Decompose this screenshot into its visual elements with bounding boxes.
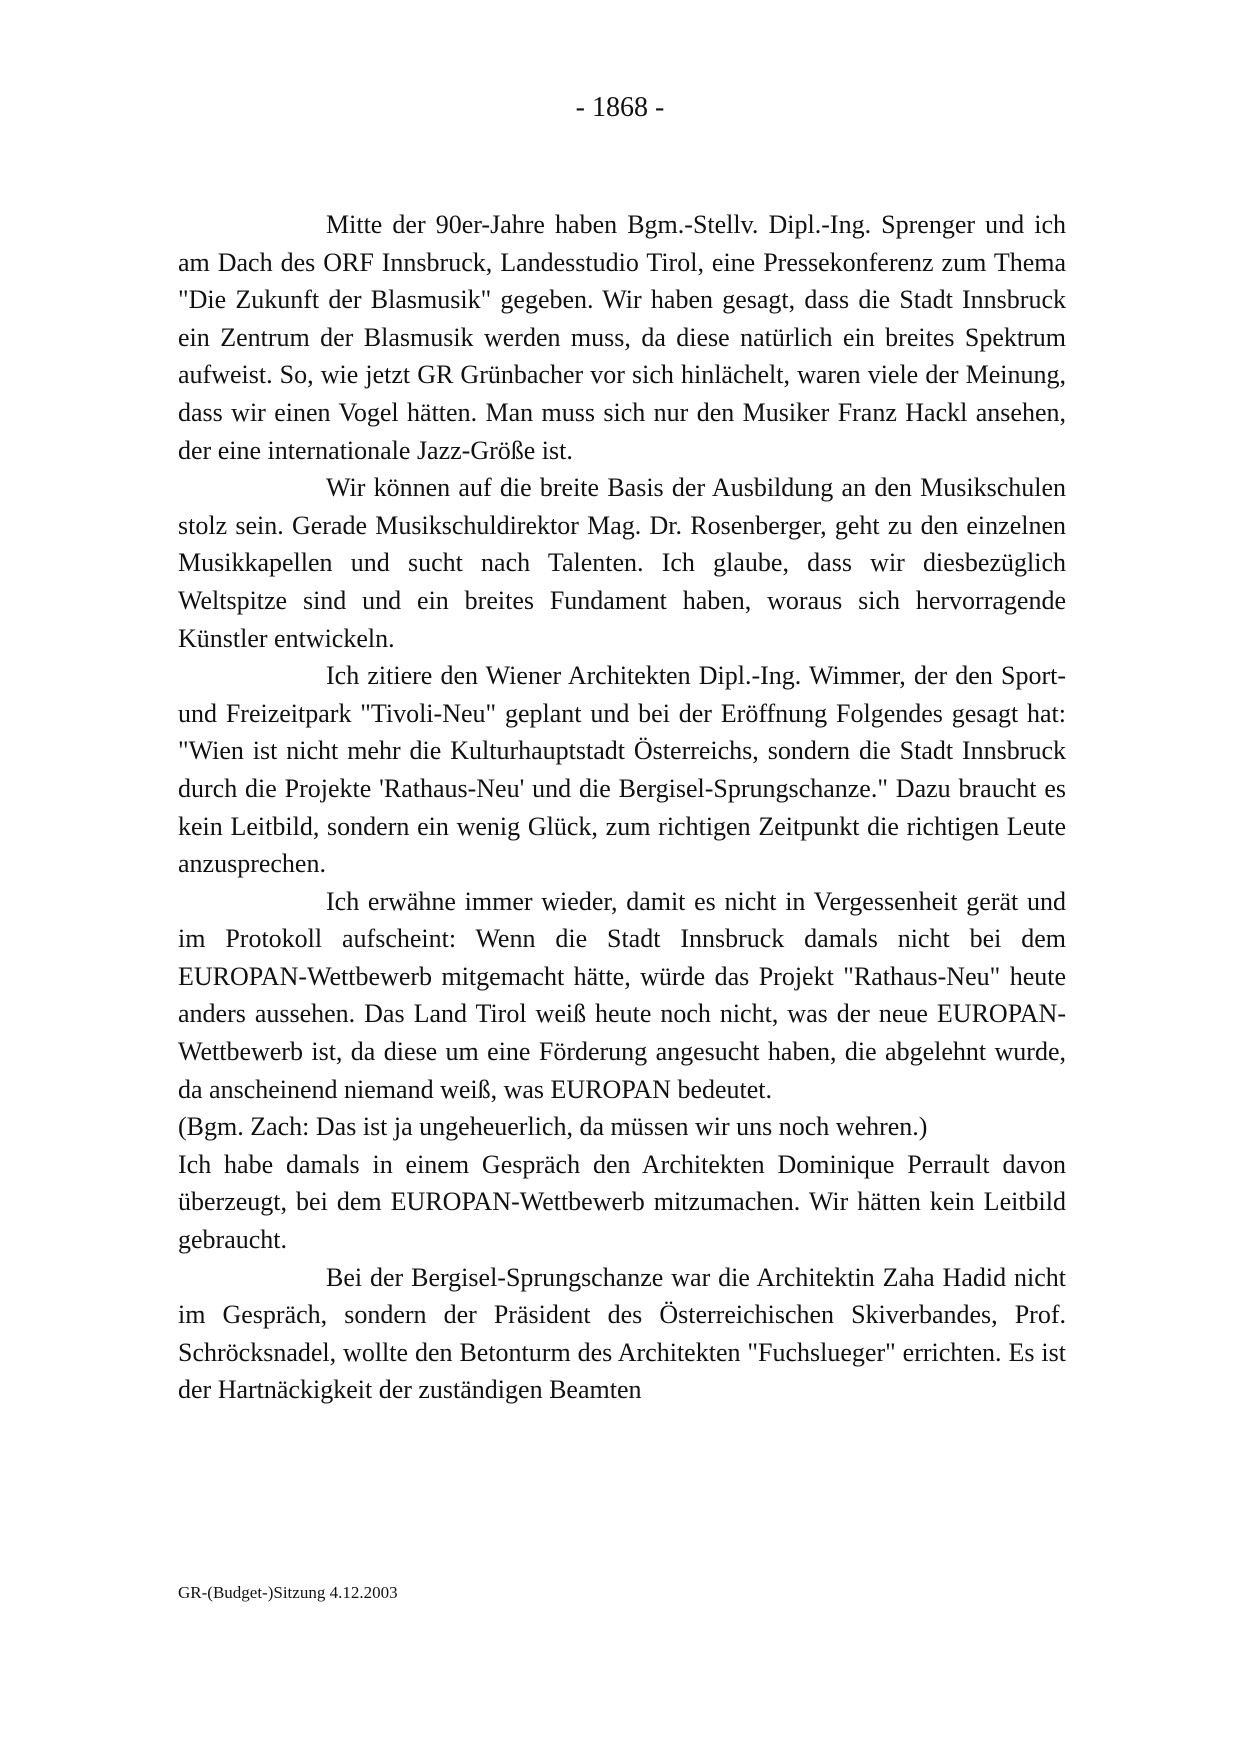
paragraph-wimmer-zitat: Ich zitiere den Wiener Architekten Dipl.-Ing. Wimmer, der den Sport- und Freizeitpark "Tivoli-Neu" geplant und bei der Eröffnung Folgendes gesagt hat: "Wien ist nicht mehr die Kulturhauptstadt Österreichs, sondern die Stadt Innsbruck durch die Projekte 'Rathaus-Neu' und die Bergisel-Sprungschanze." Dazu braucht es kein Leitbild, sondern ein wenig Glück, zum richtigen Zeitpunkt die richtigen Leute anzusprechen.	[178, 661, 1066, 879]
footer-session-date: GR-(Budget-)Sitzung 4.12.2003	[178, 1583, 398, 1602]
page-number: - 1868 -	[575, 92, 665, 123]
paragraph-europan: Ich erwähne immer wieder, damit es nicht in Vergessenheit gerät und im Protokoll aufscheint: Wenn die Stadt Innsbruck damals nicht bei dem EUROPAN-Wettbewerb mitgemacht hätte, würde das Projekt "Rathaus-Neu" heute anders aussehen. Das Land Tirol weiß heute noch nicht, was der neue EUROPAN-Wettbewerb ist, da diese um eine Förderung angesucht haben, die abgelehnt wurde, da anscheinend niemand weiß, was EUROPAN bedeutet.	[178, 886, 1066, 1104]
document-body	[178, 206, 1066, 1409]
paragraph-bergisel: Bei der Bergisel-Sprungschanze war die Architektin Zaha Hadid nicht im Gespräch, sondern der Präsident des Österreichischen Skiverbandes, Prof. Schröcksnadel, wollte den Betonturm des Architekten "Fuchslueger" errichten. Es ist der Hartnäckigkeit der zuständigen Beamten	[178, 1262, 1066, 1405]
paragraph-blasmusik: Mitte der 90er-Jahre haben Bgm.-Stellv. Dipl.-Ing. Sprenger und ich am Dach des ORF Innsbruck, Landesstudio Tirol, eine Pressekonferenz zum Thema "Die Zukunft der Blasmusik" gegeben. Wir haben gesagt, dass die Stadt Innsbruck ein Zentrum der Blasmusik werden muss, da diese natürlich ein breites Spektrum aufweist. So, wie jetzt GR Grünbacher vor sich hinlächelt, waren viele der Meinung, dass wir einen Vogel hätten. Man muss sich nur den Musiker Franz Hackl ansehen, der eine internationale Jazz-Größe ist.	[178, 210, 1066, 465]
paragraph-musikschulen: Wir können auf die breite Basis der Ausbildung an den Musikschulen stolz sein. Gerade Musikschuldirektor Mag. Dr. Rosenberger, geht zu den einzelnen Musikkapellen und sucht nach Talenten. Ich glaube, dass wir diesbezüglich Weltspitze sind und ein breites Fundament haben, woraus sich hervorragende Künstler entwickeln.	[178, 473, 1066, 653]
paragraph-zwischenruf: (Bgm. Zach: Das ist ja ungeheuerlich, da müssen wir uns noch wehren.)	[178, 1112, 928, 1142]
paragraph-perrault: Ich habe damals in einem Gespräch den Architekten Dominique Perrault davon überzeugt, bei dem EUROPAN-Wettbewerb mitzumachen. Wir hätten kein Leitbild gebraucht.	[178, 1149, 1066, 1255]
